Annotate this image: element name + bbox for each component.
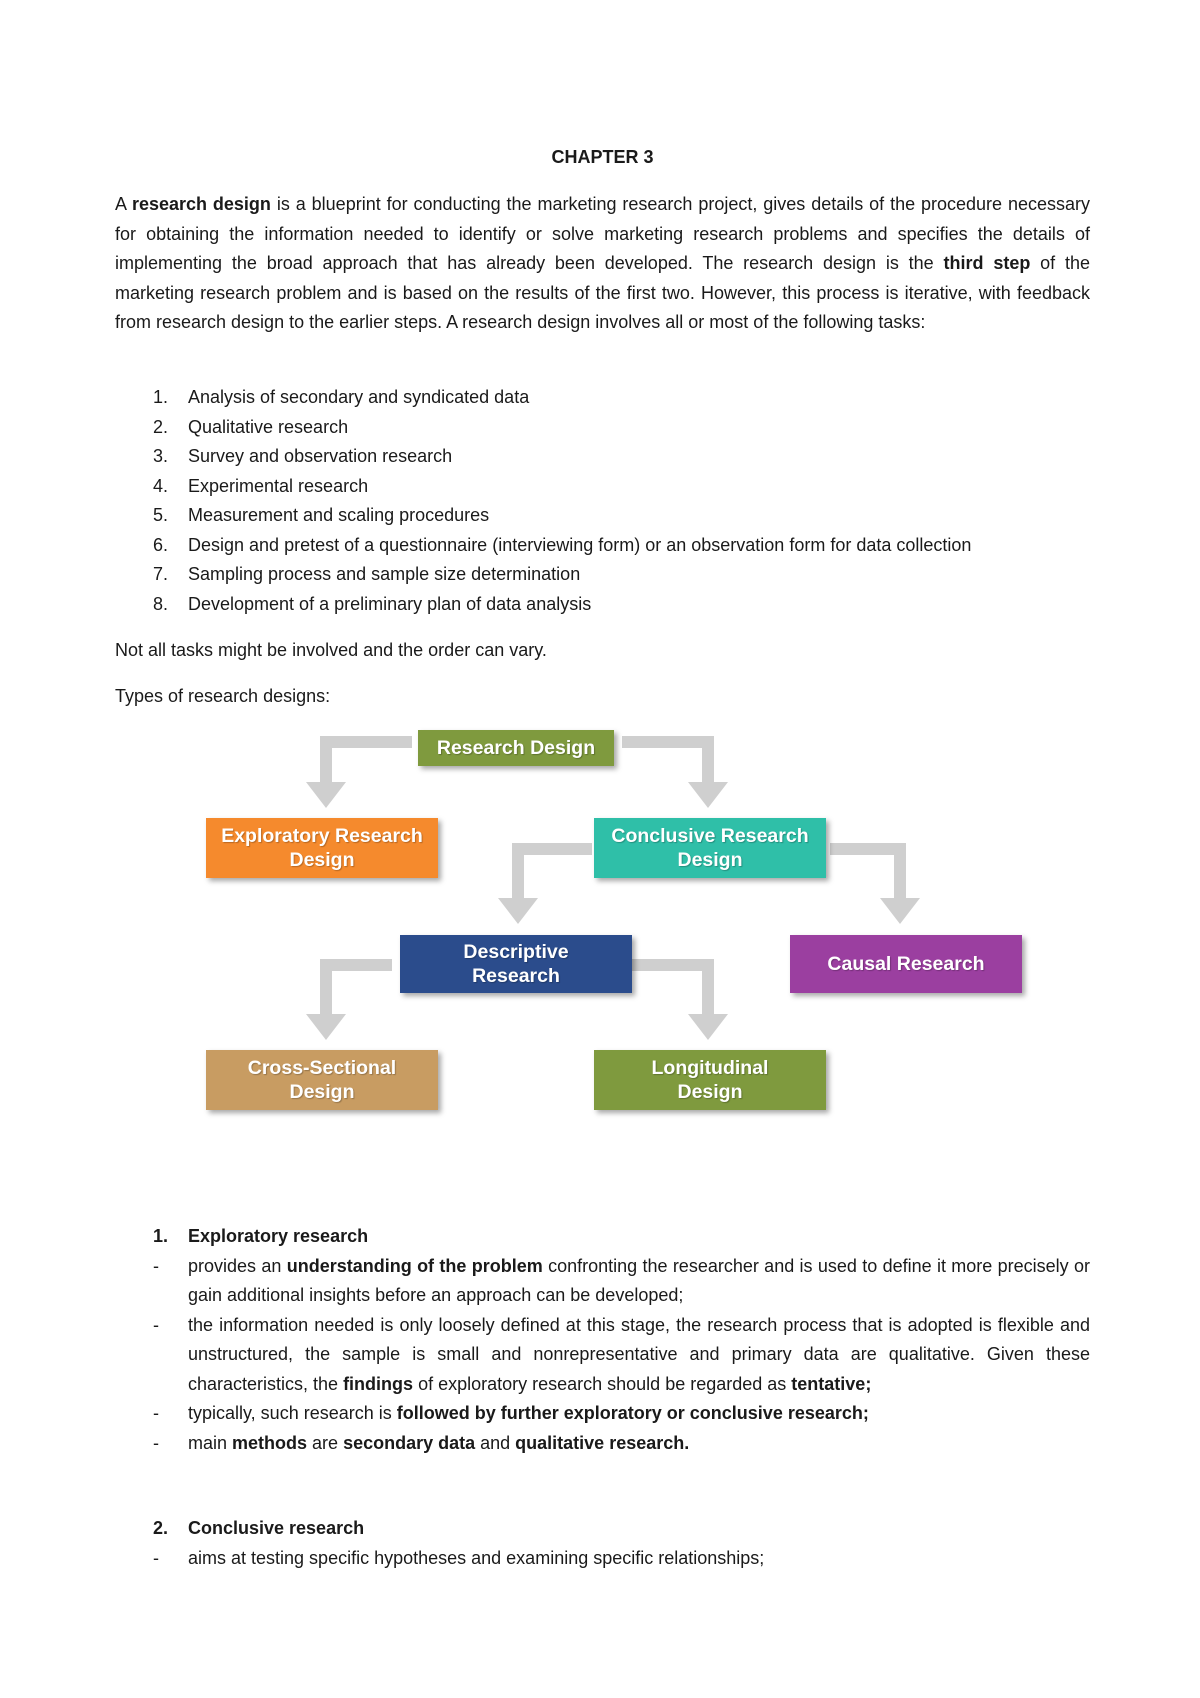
exploratory-label-line2: Design (289, 849, 355, 871)
bullet-list (115, 1252, 1090, 1459)
bullet-item (115, 1544, 1090, 1574)
list-text: Development of a preliminary plan of data analysis (188, 593, 592, 614)
causal-research-box (790, 935, 1022, 993)
list-number: 2. (153, 416, 169, 437)
arrow-to-longitudinal (632, 959, 728, 1040)
bullet-dash: - (153, 1547, 159, 1568)
list-text: Sampling process and sample size determination (188, 564, 581, 584)
bullet-text: are (307, 1432, 344, 1453)
descriptive-research-box (400, 935, 632, 993)
section-title: Exploratory research (188, 1226, 369, 1246)
list-item (115, 560, 1090, 590)
bullet-text: of exploratory research should be regarded as (413, 1373, 792, 1394)
section-heading (115, 1222, 1090, 1252)
research-design-label: Research Design (436, 737, 596, 759)
section-title: Conclusive research (188, 1518, 365, 1538)
conclusive-label-line2: Design (677, 849, 743, 871)
bullet-dash: - (153, 1403, 159, 1423)
list-text: Survey and observation research (188, 446, 453, 466)
section-heading (115, 1514, 1090, 1544)
exploratory-design-box (206, 818, 438, 878)
list-number: 1. (153, 387, 169, 407)
task-list (115, 383, 1090, 619)
bullet-text: confronting the researcher and is used to define it more precisely or gain additional insights before an approach can be developed; (188, 1255, 1091, 1305)
list-number: 5. (153, 505, 169, 525)
intro-lead: A (115, 194, 132, 214)
bullet-text: provides an (188, 1255, 287, 1276)
bullet-text: aims at testing specific hypotheses and examining specific relationships; (188, 1547, 765, 1568)
conclusive-label-line1: Conclusive Research (611, 825, 809, 847)
arrow-group (306, 736, 920, 1040)
section-number: 2. (153, 1518, 169, 1538)
intro-term: research design (131, 194, 271, 214)
list-number: 3. (153, 446, 169, 466)
arrow-to-cross-sectional (306, 959, 392, 1040)
bullet-text: the information needed is only loosely defined at this stage, the research process that is adopted is flexible and unstructured, the sample is small and nonrepresentative and primary data are qualitative. Given these characteristics, the (188, 1314, 1090, 1394)
list-item (115, 531, 1090, 561)
bullet-text: and (475, 1432, 516, 1453)
list-item (115, 413, 1090, 443)
bullet-text: typically, such research is (188, 1403, 397, 1423)
research-design-box (418, 730, 614, 766)
arrow-to-descriptive (498, 843, 592, 924)
list-number: 7. (153, 564, 169, 584)
list-item (115, 383, 1090, 413)
intro-bold-third-step: third step (943, 253, 1031, 273)
list-number: 8. (153, 593, 169, 614)
longitudinal-label-line1: Longitudinal (651, 1057, 769, 1079)
types-label: Types of research designs: (115, 686, 331, 706)
intro-text-1: is a blueprint for conducting the marketing research project, gives details of the procedure necessary for obtaining the information needed to identify or solve marketing research problems and specifies the details of implementing the broad approach that has already been developed. The research design is the (115, 194, 1091, 273)
bullet-bold: understanding of the problem (286, 1255, 543, 1276)
list-text: Experimental research (188, 475, 369, 496)
longitudinal-label-line2: Design (677, 1081, 743, 1103)
bullet-bold: followed by further exploratory or conclusive research; (396, 1403, 869, 1423)
causal-label: Causal Research (827, 953, 985, 975)
list-text: Design and pretest of a questionnaire (interviewing form) or an observation form for data collection (188, 534, 972, 555)
list-number: 4. (153, 475, 169, 496)
list-text: Qualitative research (188, 416, 349, 437)
longitudinal-design-box (594, 1050, 826, 1110)
section-number: 1. (153, 1226, 169, 1246)
bullet-bold: qualitative research. (515, 1432, 690, 1453)
list-text: Analysis of secondary and syndicated data (188, 387, 530, 407)
note-text: Not all tasks might be involved and the order can vary. (115, 640, 547, 660)
bullet-dash: - (153, 1314, 159, 1335)
list-item (115, 472, 1090, 502)
bullet-item (115, 1399, 1090, 1429)
bullet-list (115, 1544, 1090, 1574)
bullet-item (115, 1252, 1090, 1311)
bullet-bold: tentative; (791, 1373, 872, 1394)
conclusive-design-box (594, 818, 826, 878)
arrow-to-conclusive (622, 736, 728, 808)
chapter-title: CHAPTER 3 (551, 147, 654, 167)
list-item (115, 590, 1090, 620)
bullet-item (115, 1429, 1090, 1459)
descriptive-label-line2: Research (472, 965, 560, 987)
arrow-to-causal (830, 843, 920, 924)
cross-sectional-label-line2: Design (289, 1081, 355, 1103)
list-number: 6. (153, 534, 169, 555)
section-exploratory (115, 1222, 1090, 1458)
bullet-bold: findings (343, 1373, 414, 1394)
descriptive-label-line1: Descriptive (463, 941, 569, 963)
list-item (115, 501, 1090, 531)
list-item (115, 442, 1090, 472)
arrow-to-exploratory (306, 736, 412, 808)
bullet-bold: secondary data (343, 1432, 476, 1453)
intro-paragraph (115, 190, 1090, 338)
bullet-bold: methods (232, 1432, 308, 1453)
cross-sectional-label-line1: Cross-Sectional (247, 1057, 397, 1079)
bullet-item (115, 1311, 1090, 1400)
section-conclusive (115, 1514, 1090, 1573)
bullet-dash: - (153, 1432, 159, 1453)
intro-text-2: of the marketing research problem and is based on the results of the first two. However, this process is iterative, with feedback from research design to the earlier steps. A research design involves all or most of the following tasks: (115, 253, 1090, 332)
cross-sectional-design-box (206, 1050, 438, 1110)
bullet-dash: - (153, 1255, 159, 1276)
list-text: Measurement and scaling procedures (188, 505, 490, 525)
bullet-text: main (188, 1432, 233, 1453)
exploratory-label-line1: Exploratory Research (221, 825, 423, 847)
